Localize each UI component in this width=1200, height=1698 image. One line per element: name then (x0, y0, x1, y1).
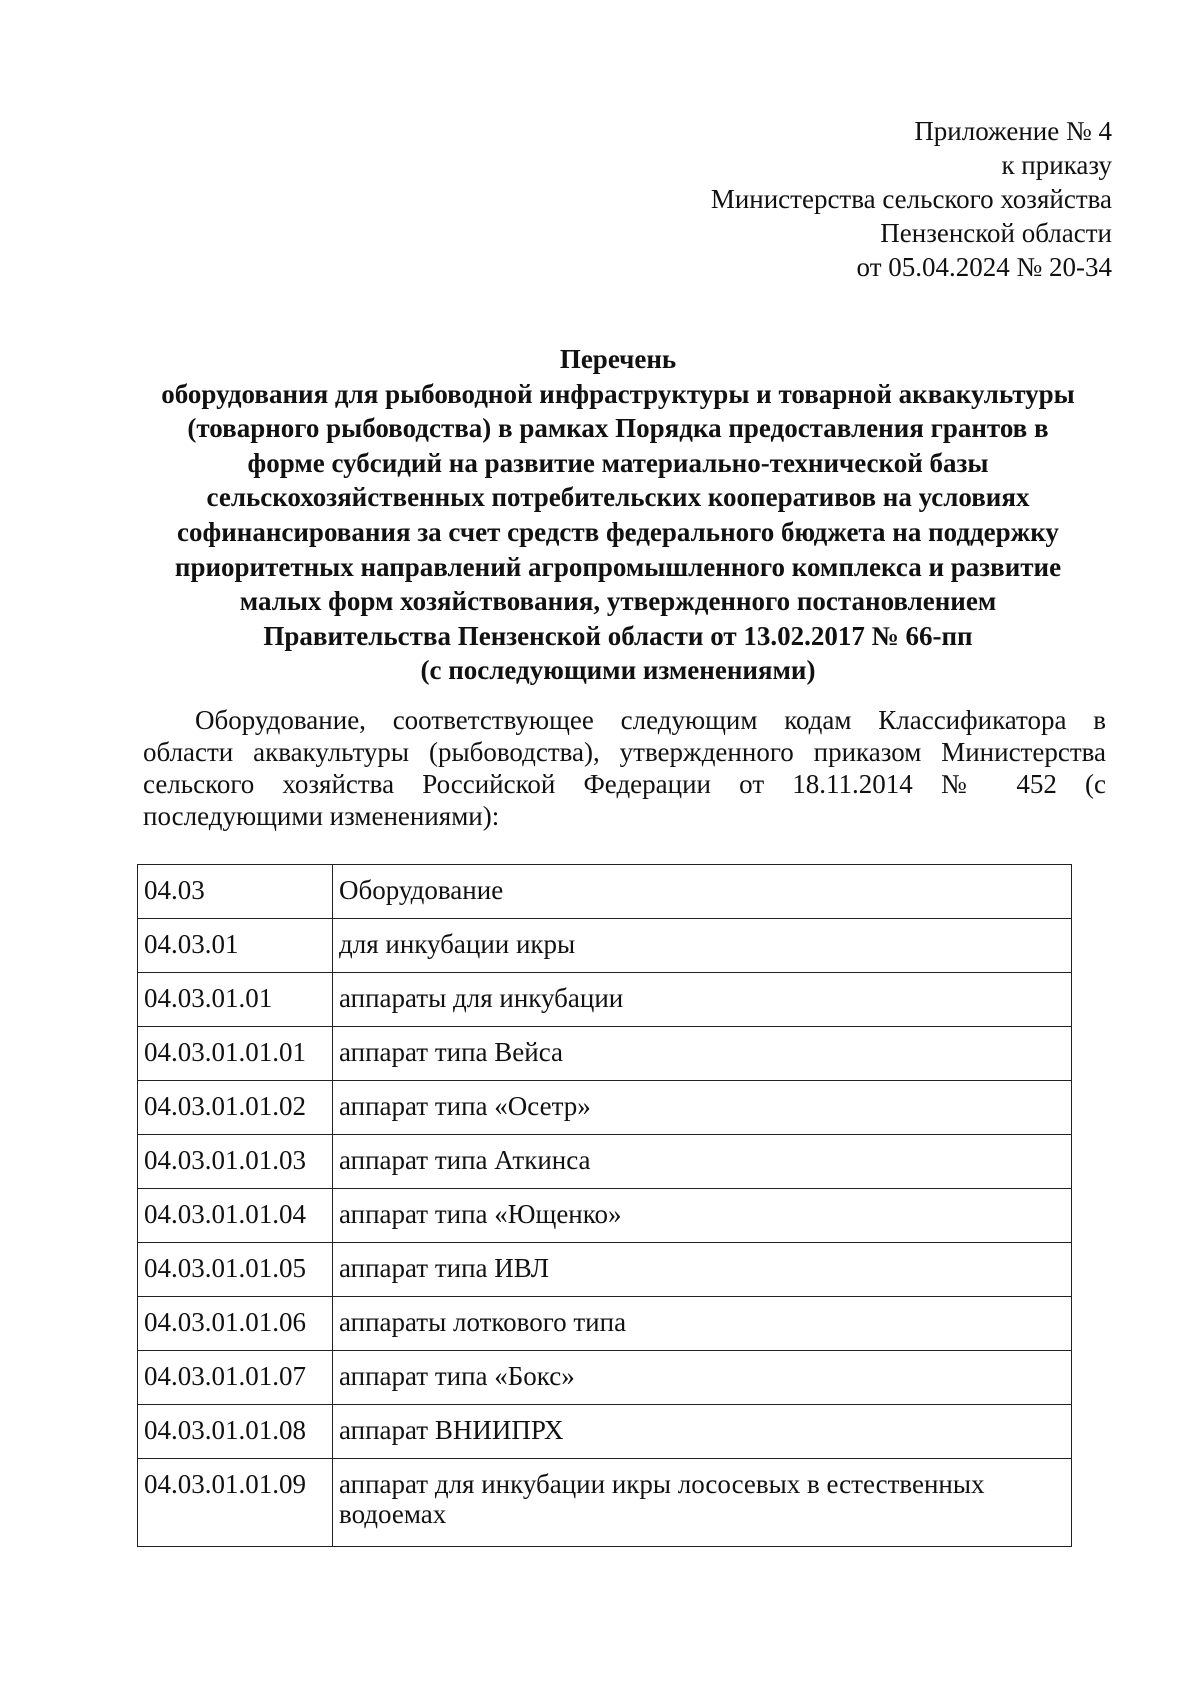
table-row (138, 1081, 1072, 1135)
appendix-line: Пензенской области (880, 218, 1112, 248)
description-cell: аппарат типа «Бокс» (333, 1351, 1072, 1405)
title-line: (с последующими изменениями) (420, 655, 816, 686)
title-line: приоритетных направлений агропромышленного комплекса и развитие (174, 551, 1062, 582)
title-line: Правительства Пензенской области от 13.02.2017 № 66-пп (263, 620, 973, 651)
table-row (138, 1405, 1072, 1459)
table-row (138, 1297, 1072, 1351)
title-line: форме субсидий на развитие материально-технической базы (247, 447, 989, 478)
table-row (138, 1243, 1072, 1297)
intro-paragraph (143, 704, 1106, 832)
appendix-line: к приказу (1001, 150, 1112, 180)
code-cell: 04.03.01.01.02 (138, 1081, 333, 1135)
description-cell: аппарат для инкубации икры лососевых в естественных водоемах (333, 1459, 1072, 1547)
title-line: Перечень (559, 344, 677, 374)
description-cell: Оборудование (333, 865, 1072, 919)
title-line: софинансирования за счет средств федерального бюджета на поддержку (177, 516, 1059, 547)
description-cell: аппарат типа «Осетр» (333, 1081, 1072, 1135)
table-row (138, 1027, 1072, 1081)
equipment-code-table (137, 864, 1072, 1547)
description-cell: аппараты лоткового типа (333, 1297, 1072, 1351)
appendix-line: Приложение № 4 (914, 116, 1112, 146)
title-line: (товарного рыбоводства) в рамках Порядка предоставления грантов в (187, 413, 1049, 444)
description-cell: для инкубации икры (333, 919, 1072, 973)
code-cell: 04.03.01.01.04 (138, 1189, 333, 1243)
code-cell: 04.03.01.01 (138, 973, 333, 1027)
description-cell: аппарат типа Аткинса (333, 1135, 1072, 1189)
description-cell: аппарат типа «Ющенко» (333, 1189, 1072, 1243)
title-line: малых форм хозяйствования, утвержденного постановлением (239, 586, 997, 617)
intro-line: области аквакультуры (рыбоводства), утвержденного приказом Министерства (143, 737, 1106, 767)
code-cell: 04.03.01.01.01 (138, 1027, 333, 1081)
table-row (138, 1189, 1072, 1243)
code-cell: 04.03.01.01.09 (138, 1459, 333, 1547)
code-cell: 04.03.01.01.06 (138, 1297, 333, 1351)
title-line: сельскохозяйственных потребительских кооперативов на условиях (206, 482, 1030, 513)
table-row (138, 865, 1072, 919)
appendix-line: Министерства сельского хозяйства (710, 184, 1112, 214)
code-cell: 04.03 (138, 865, 333, 919)
description-cell: аппарат типа Вейса (333, 1027, 1072, 1081)
code-cell: 04.03.01.01.03 (138, 1135, 333, 1189)
appendix-header (711, 114, 1112, 284)
appendix-line: от 05.04.2024 № 20-34 (856, 252, 1112, 282)
code-cell: 04.03.01.01.07 (138, 1351, 333, 1405)
table-row (138, 1351, 1072, 1405)
title-line: оборудования для рыбоводной инфраструктуры и товарной аквакультуры (161, 378, 1075, 409)
table-row (138, 1459, 1072, 1547)
description-cell: аппарат ВНИИПРХ (333, 1405, 1072, 1459)
table-row (138, 973, 1072, 1027)
intro-line: последующими изменениями): (143, 801, 500, 831)
intro-line: Оборудование, соответствующее следующим кодам Классификатора в (195, 705, 1106, 735)
table-row (138, 1135, 1072, 1189)
description-cell: аппараты для инкубации (333, 973, 1072, 1027)
code-cell: 04.03.01.01.08 (138, 1405, 333, 1459)
document-title (130, 342, 1106, 688)
code-cell: 04.03.01.01.05 (138, 1243, 333, 1297)
table-row (138, 919, 1072, 973)
intro-line: сельского хозяйства Российской Федерации от 18.11.2014 № 452 (с (143, 769, 1106, 799)
code-cell: 04.03.01 (138, 919, 333, 973)
description-cell: аппарат типа ИВЛ (333, 1243, 1072, 1297)
